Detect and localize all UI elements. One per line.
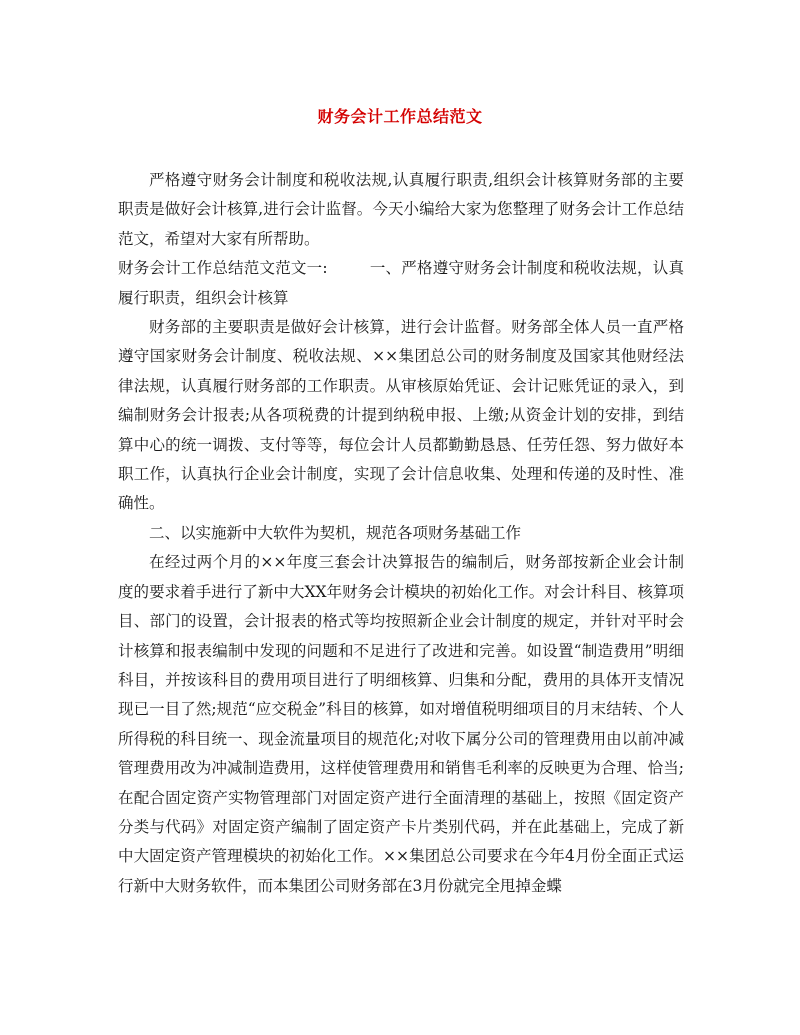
section-2-body-paragraph bbox=[118, 548, 684, 901]
section-1-body-text: 财务部的主要职责是做好会计核算，进行会计监督。财务部全体人员一直严格遵守国家财务会计制度、税收法规、××集团总公司的财务制度及国家其他财经法律法规，认真履行财务部的工作职责。从审核原始凭证、会计记账凭证的录入，到编制财务会计报表;从各项税费的计提到纳税申报、上缴;从资金计划的安排，到结算中心的统一调拨、支付等等，每位会计人员都勤勤恳恳、任劳任怨、努力做好本职工作，认真执行企业会计制度，实现了会计信息收集、处理和传递的及时性、准确性。 bbox=[118, 318, 684, 513]
section-1-heading: 一、严格遵守财务会计制度和税收法规，认真履行职责，组织会计核算 bbox=[118, 259, 684, 307]
section-2-body-text: 在经过两个月的××年度三套会计决算报告的编制后，财务部按新企业会计制度的要求着手进行了新中大XX年财务会计模块的初始化工作。对会计科目、核算项目、部门的设置，会计报表的格式等均按照新企业会计制度的规定，并针对平时会计核算和报表编制中发现的问题和不足进行了改进和完善。如设置“制造费用”明细科目，并按该科目的费用项目进行了明细核算、归集和分配，费用的具体开支情况现已一目了然;规范“应交税金”科目的核算，如对增值税明细项目的月末结转、个人所得税的科目统一、现金流量项目的规范化;对收下属分公司的管理费用由以前冲减管理费用改为冲减制造费用，这样使管理费用和销售毛利率的反映更为合理、恰当;在配合固定资产实物管理部门对固定资产进行全面清理的基础上，按照《固定资产分类与代码》对固定资产编制了固定资产卡片类别代码，并在此基础上，完成了新中大固定资产管理模块的初始化工作。××集团总公司要求在今年4月份全面正式运行新中大财务软件，而本集团公司财务部在3月份就完全甩掉金蝶 bbox=[118, 553, 684, 895]
section-2-heading: 二、以实施新中大软件为契机，规范各项财务基础工作 bbox=[149, 523, 522, 542]
section-1-label: 财务会计工作总结范文范文一: bbox=[118, 259, 328, 278]
section-1-body-paragraph bbox=[118, 313, 684, 519]
document-body bbox=[118, 166, 684, 901]
section-1-paragraph bbox=[118, 254, 684, 313]
section-2-heading-paragraph bbox=[118, 519, 684, 548]
intro-paragraph bbox=[118, 166, 684, 254]
document-title: 财务会计工作总结范文 bbox=[317, 107, 483, 126]
intro-text: 严格遵守财务会计制度和税收法规,认真履行职责,组织会计核算财务部的主要职责是做好会计核算,进行会计监督。今天小编给大家为您整理了财务会计工作总结范文，希望对大家有所帮助。 bbox=[118, 171, 684, 248]
